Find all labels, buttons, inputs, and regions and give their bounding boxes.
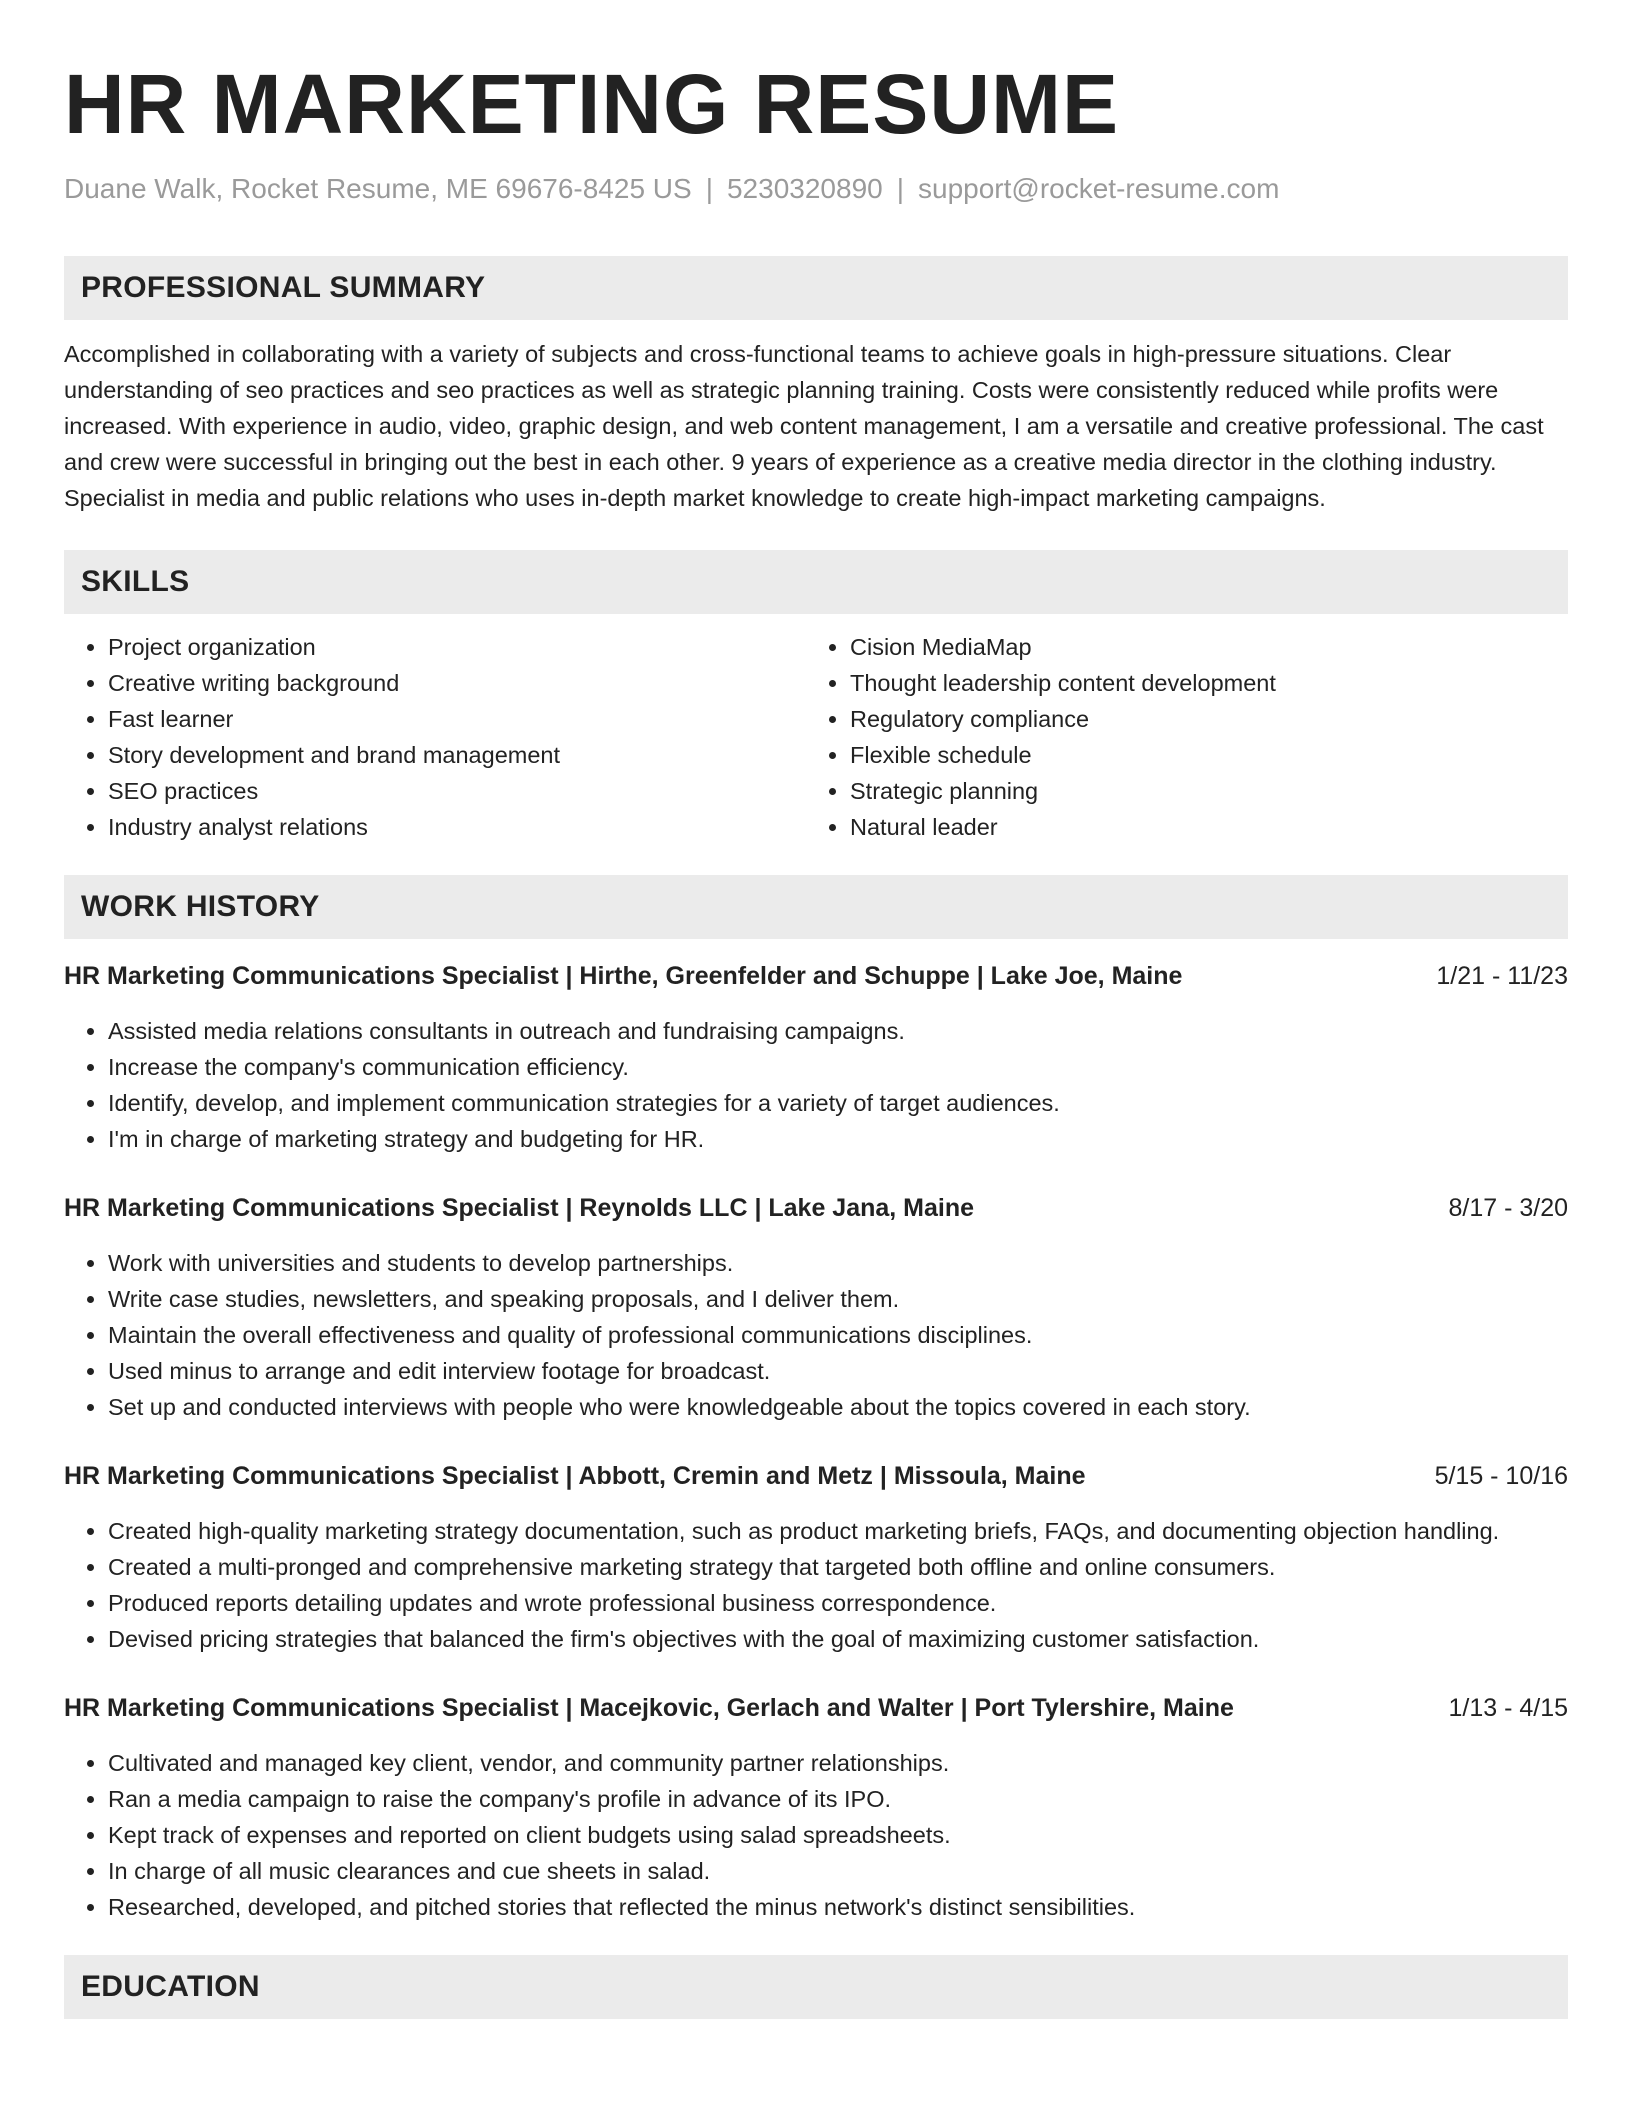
- job-bullet: • Assisted media relations consultants in outreach and fundraising campaigns.: [108, 1013, 1568, 1049]
- job-entry: [64, 1691, 1568, 1925]
- skill-item: • Regulatory compliance: [850, 701, 1548, 737]
- skills-column-right: [806, 629, 1548, 845]
- skill-item: • Project organization: [108, 629, 806, 665]
- job-bullet: • Kept track of expenses and reported on client budgets using salad spreadsheets.: [108, 1817, 1568, 1853]
- skill-item: • Creative writing background: [108, 665, 806, 701]
- skills-grid: [64, 629, 1568, 845]
- job-bullet: • I'm in charge of marketing strategy and budgeting for HR.: [108, 1121, 1568, 1157]
- skill-item: • Fast learner: [108, 701, 806, 737]
- job-bullets: [64, 1513, 1568, 1657]
- education-heading: EDUCATION: [64, 1955, 1568, 2019]
- job-title: HR Marketing Communications Specialist | Abbott, Cremin and Metz | Missoula, Maine: [64, 1462, 1086, 1490]
- job-title: HR Marketing Communications Specialist | Macejkovic, Gerlach and Walter | Port Tylershire, Maine: [64, 1694, 1234, 1722]
- resume-page: [64, 0, 1568, 2019]
- job-header: [64, 1691, 1568, 1725]
- contact-phone: 5230320890: [726, 173, 883, 204]
- skills-column-left: [64, 629, 806, 845]
- job-bullet: • Maintain the overall effectiveness and quality of professional communications disciplines.: [108, 1317, 1568, 1353]
- job-bullet: • Cultivated and managed key client, vendor, and community partner relationships.: [108, 1745, 1568, 1781]
- job-bullet: • Used minus to arrange and edit interview footage for broadcast.: [108, 1353, 1568, 1389]
- job-title: HR Marketing Communications Specialist | Reynolds LLC | Lake Jana, Maine: [64, 1194, 975, 1222]
- skills-heading: SKILLS: [64, 550, 1568, 614]
- job-bullets: [64, 1745, 1568, 1925]
- contact-address: Duane Walk, Rocket Resume, ME 69676-8425 US: [64, 173, 692, 204]
- job-dates: 5/15 - 10/16: [1434, 1462, 1568, 1490]
- job-bullet: • Write case studies, newsletters, and speaking proposals, and I deliver them.: [108, 1281, 1568, 1317]
- skill-item: • Strategic planning: [850, 773, 1548, 809]
- job-entry: [64, 959, 1568, 1157]
- summary-text: Accomplished in collaborating with a variety of subjects and cross-functional teams to achieve goals in high-pressure situations. Clear understanding of seo practices and seo practices as well as strategic planning training. Costs were consistently reduced while profits were increased. With experience in audio, video, graphic design, and web content management, I am a versatile and creative professional. The cast and crew were successful in bringing out the best in each other. 9 years of experience as a creative media director in the clothing industry. Specialist in media and public relations who uses in-depth market knowledge to create high-impact marketing campaigns.: [64, 341, 1544, 511]
- skills-list-right: [806, 629, 1548, 845]
- contact-separator: |: [896, 173, 904, 204]
- job-header: [64, 1191, 1568, 1225]
- job-bullet: • Identify, develop, and implement communication strategies for a variety of target audiences.: [108, 1085, 1568, 1121]
- job-bullet: • Researched, developed, and pitched stories that reflected the minus network's distinct sensibilities.: [108, 1889, 1568, 1925]
- contact-separator: |: [705, 173, 713, 204]
- job-bullet: • In charge of all music clearances and cue sheets in salad.: [108, 1853, 1568, 1889]
- job-entry: [64, 1191, 1568, 1425]
- job-bullet: • Ran a media campaign to raise the company's profile in advance of its IPO.: [108, 1781, 1568, 1817]
- skill-item: • Natural leader: [850, 809, 1548, 845]
- skill-item: • SEO practices: [108, 773, 806, 809]
- job-dates: 8/17 - 3/20: [1448, 1194, 1568, 1222]
- job-dates: 1/21 - 11/23: [1436, 962, 1568, 990]
- job-bullet: • Set up and conducted interviews with people who were knowledgeable about the topics covered in each story.: [108, 1389, 1568, 1425]
- skills-list-left: [64, 629, 806, 845]
- job-bullet: • Work with universities and students to develop partnerships.: [108, 1245, 1568, 1281]
- job-header: [64, 959, 1568, 993]
- job-bullets: [64, 1245, 1568, 1425]
- skill-item: • Industry analyst relations: [108, 809, 806, 845]
- summary-heading: PROFESSIONAL SUMMARY: [64, 256, 1568, 320]
- job-bullet: • Created high-quality marketing strategy documentation, such as product marketing briefs, FAQs, and documenting objection handling.: [108, 1513, 1568, 1549]
- job-entry: [64, 1459, 1568, 1657]
- skill-item: • Flexible schedule: [850, 737, 1548, 773]
- contact-line: [64, 172, 1568, 206]
- job-bullet: • Devised pricing strategies that balanced the firm's objectives with the goal of maximizing customer satisfaction.: [108, 1621, 1568, 1657]
- skill-item: • Thought leadership content development: [850, 665, 1548, 701]
- job-bullet: • Created a multi-pronged and comprehensive marketing strategy that targeted both offline and online consumers.: [108, 1549, 1568, 1585]
- job-bullet: • Produced reports detailing updates and wrote professional business correspondence.: [108, 1585, 1568, 1621]
- job-title: HR Marketing Communications Specialist | Hirthe, Greenfelder and Schuppe | Lake Joe, Maine: [64, 962, 1183, 990]
- work-history-heading: WORK HISTORY: [64, 875, 1568, 939]
- resume-title: HR MARKETING RESUME: [64, 57, 1120, 151]
- job-bullet: • Increase the company's communication efficiency.: [108, 1049, 1568, 1085]
- job-dates: 1/13 - 4/15: [1448, 1694, 1568, 1722]
- job-bullets: [64, 1013, 1568, 1157]
- contact-email: support@rocket-resume.com: [918, 173, 1280, 204]
- skill-item: • Story development and brand management: [108, 737, 806, 773]
- job-header: [64, 1459, 1568, 1493]
- skill-item: • Cision MediaMap: [850, 629, 1548, 665]
